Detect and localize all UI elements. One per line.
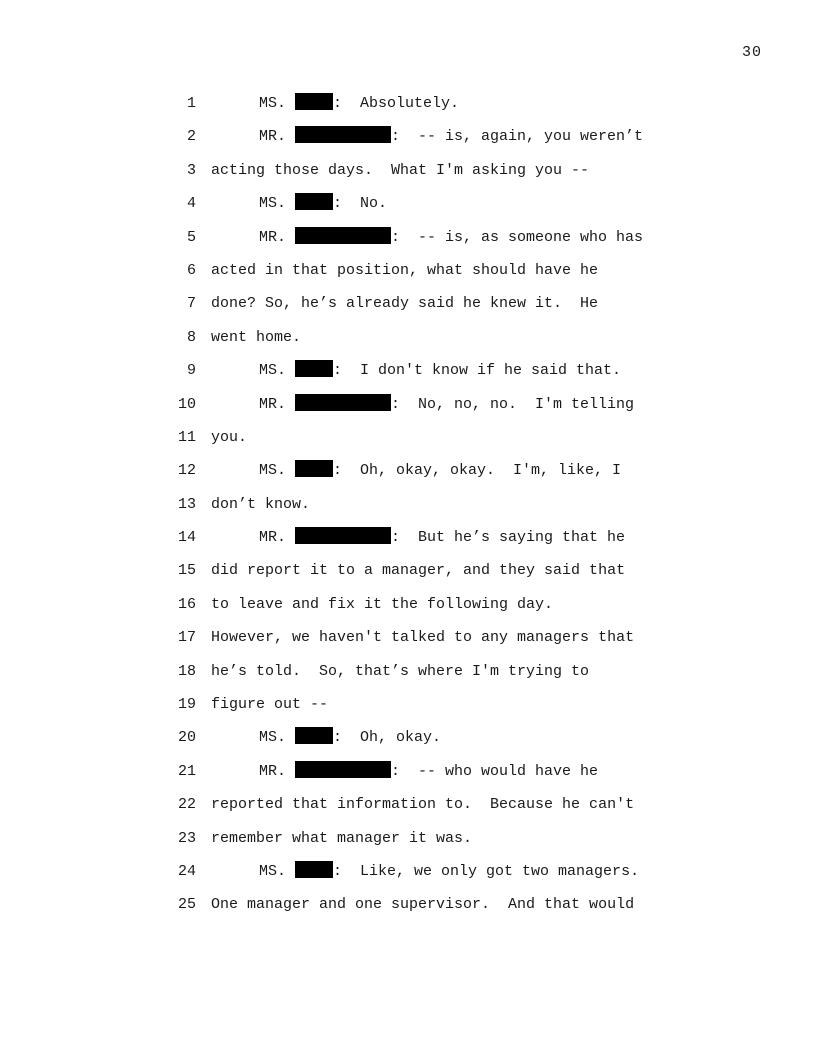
line-text <box>211 554 625 587</box>
transcript-line <box>0 888 816 921</box>
transcript-line <box>0 187 816 220</box>
line-number: 16 <box>177 595 196 613</box>
transcript-line <box>0 221 816 254</box>
transcript-line <box>0 354 816 387</box>
transcript-line <box>0 822 816 855</box>
line-content: did report it to a manager, and they said that <box>211 562 626 580</box>
line-number: 4 <box>186 195 196 213</box>
line-content: : Absolutely. <box>333 95 460 112</box>
line-text <box>259 755 598 788</box>
line-content: acted in that position, what should have he <box>211 261 599 279</box>
transcript-line <box>0 287 816 320</box>
speaker-prefix: MR. <box>259 228 296 246</box>
line-text <box>211 888 634 921</box>
speaker-prefix: MS. <box>259 862 296 880</box>
line-text <box>259 354 621 387</box>
line-number: 11 <box>177 428 196 446</box>
page-number: 30 <box>741 44 762 61</box>
line-number: 17 <box>177 629 196 647</box>
line-number: 20 <box>177 729 196 747</box>
line-number: 25 <box>177 896 196 914</box>
line-content: : -- who would have he <box>391 762 599 780</box>
line-content: : Oh, okay. <box>333 729 442 747</box>
line-number: 22 <box>177 796 196 814</box>
speaker-prefix: MS. <box>259 362 296 380</box>
speaker-prefix: MS. <box>259 195 296 213</box>
line-number: 3 <box>186 161 196 179</box>
line-text <box>211 421 247 454</box>
line-content: However, we haven't talked to any managers that <box>211 629 635 647</box>
redacted-name <box>295 527 391 544</box>
speaker-prefix: MS. <box>259 462 296 480</box>
transcript-line <box>0 521 816 554</box>
redacted-name <box>295 360 333 377</box>
line-number: 5 <box>186 228 196 246</box>
line-text <box>259 454 621 487</box>
line-number: 19 <box>177 696 196 714</box>
line-text <box>211 254 598 287</box>
line-content: he’s told. So, that’s where I'm trying to <box>211 662 590 680</box>
redacted-name <box>295 727 333 744</box>
line-content: : -- is, again, you weren’t <box>391 128 644 146</box>
line-number: 12 <box>177 462 196 480</box>
line-text <box>211 588 553 621</box>
line-text <box>259 87 459 120</box>
line-content: : Like, we only got two managers. <box>333 862 640 880</box>
transcript-line <box>0 755 816 788</box>
line-content: you. <box>211 428 248 446</box>
line-number: 1 <box>186 95 196 112</box>
line-content: One manager and one supervisor. And that would <box>211 896 635 914</box>
redacted-name <box>295 861 333 878</box>
transcript-line <box>0 554 816 587</box>
transcript-line <box>0 421 816 454</box>
line-number: 23 <box>177 829 196 847</box>
speaker-prefix: MR. <box>259 762 296 780</box>
transcript-line <box>0 488 816 521</box>
line-content: : No, no, no. I'm telling <box>391 395 635 413</box>
transcript-line <box>0 588 816 621</box>
line-text <box>259 388 634 421</box>
line-number: 24 <box>177 862 196 880</box>
line-text <box>211 287 598 320</box>
line-content: don’t know. <box>211 495 311 513</box>
transcript-line <box>0 721 816 754</box>
line-text <box>211 488 310 521</box>
transcript-line <box>0 621 816 654</box>
line-number: 6 <box>186 261 196 279</box>
line-number: 15 <box>177 562 196 580</box>
transcript-body <box>0 87 816 922</box>
line-number: 18 <box>177 662 196 680</box>
speaker-prefix: MS. <box>259 729 296 747</box>
line-text <box>259 721 441 754</box>
line-content: : -- is, as someone who has <box>391 228 644 246</box>
transcript-line <box>0 321 816 354</box>
line-number: 13 <box>177 495 196 513</box>
line-text <box>211 321 301 354</box>
redacted-name <box>295 761 391 778</box>
transcript-line <box>0 120 816 153</box>
line-text <box>211 688 328 721</box>
speaker-prefix: MS. <box>259 95 296 112</box>
redacted-name <box>295 126 391 143</box>
transcript-line <box>0 655 816 688</box>
line-number: 9 <box>186 362 196 380</box>
speaker-prefix: MR. <box>259 529 296 547</box>
transcript-line <box>0 688 816 721</box>
line-number: 10 <box>177 395 196 413</box>
line-content: : No. <box>333 195 388 213</box>
speaker-prefix: MR. <box>259 128 296 146</box>
line-content: figure out -- <box>211 696 329 714</box>
line-content: : Oh, okay, okay. I'm, like, I <box>333 462 622 480</box>
transcript-line <box>0 154 816 187</box>
transcript-line <box>0 254 816 287</box>
redacted-name <box>295 93 333 110</box>
redacted-name <box>295 227 391 244</box>
line-text <box>259 120 643 153</box>
line-number: 8 <box>186 328 196 346</box>
line-text <box>259 855 639 888</box>
line-text <box>259 521 625 554</box>
line-content: : But he’s saying that he <box>391 529 626 547</box>
redacted-name <box>295 394 391 411</box>
redacted-name <box>295 193 333 210</box>
speaker-prefix: MR. <box>259 395 296 413</box>
line-text <box>211 822 472 855</box>
line-text <box>211 154 589 187</box>
transcript-line <box>0 855 816 888</box>
line-content: : I don't know if he said that. <box>333 362 622 380</box>
line-text <box>259 187 387 220</box>
line-text <box>211 621 634 654</box>
line-number: 21 <box>177 762 196 780</box>
line-content: acting those days. What I'm asking you -- <box>211 161 590 179</box>
transcript-line <box>0 454 816 487</box>
line-content: remember what manager it was. <box>211 829 473 847</box>
line-text <box>259 221 643 254</box>
line-content: went home. <box>211 328 302 346</box>
redacted-name <box>295 460 333 477</box>
transcript-line <box>0 388 816 421</box>
line-content: to leave and fix it the following day. <box>211 595 554 613</box>
line-text <box>211 655 589 688</box>
transcript-line <box>0 788 816 821</box>
line-number: 2 <box>186 128 196 146</box>
line-number: 7 <box>186 295 196 313</box>
line-content: done? So, he’s already said he knew it. He <box>211 295 599 313</box>
line-text <box>211 788 634 821</box>
line-number: 14 <box>177 529 196 547</box>
transcript-line <box>0 87 816 120</box>
line-content: reported that information to. Because he can't <box>211 796 635 814</box>
